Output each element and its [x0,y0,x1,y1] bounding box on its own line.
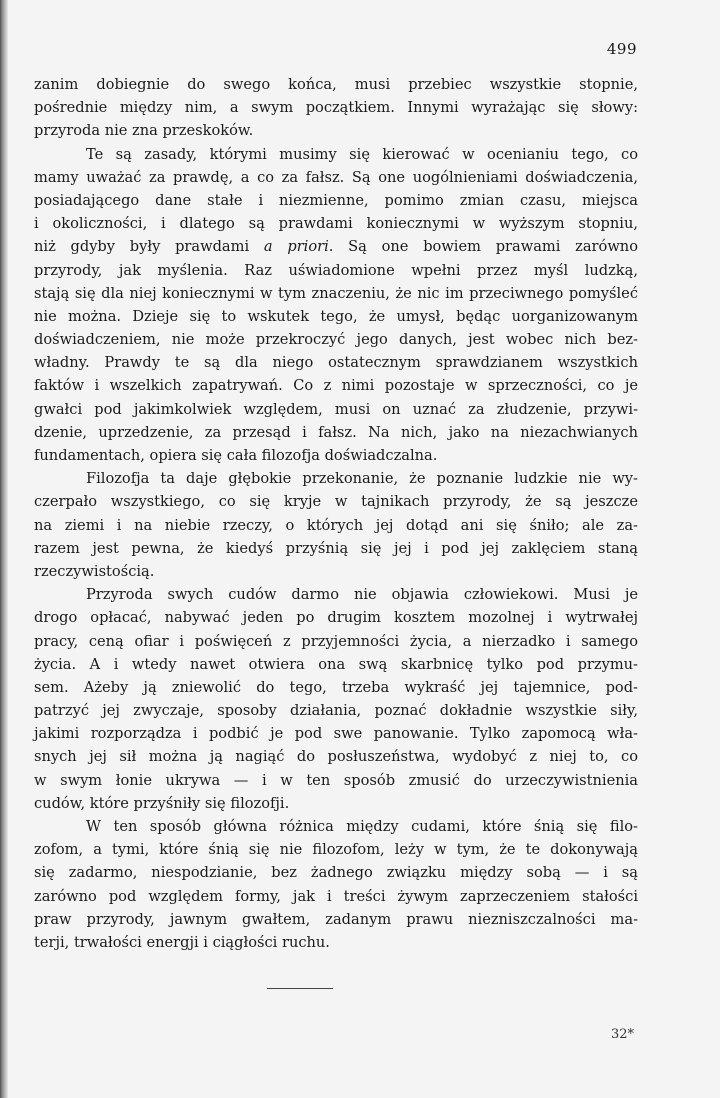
text-line: czerpało wszystkiego, co się kryje w tajnikach przyrody, że są jeszcze [34,493,638,511]
text-line: faktów i wszelkich zapatrywań. Co z nimi pozostaje w sprzeczności, co je [34,377,638,395]
paragraph [34,583,638,815]
footer-rule [267,988,333,989]
paragraph [34,467,638,583]
text-line: i okoliczności, i dlatego są prawdami koniecznymi w wyższym stopniu, [34,215,638,233]
text-line: mamy uważać za prawdę, a co za fałsz. Są one uogólnieniami doświadczenia, [34,168,638,186]
text-line: zarówno pod względem formy, jak i treści żywym zaprzeczeniem stałości [34,887,638,905]
text-line: posiadającego dane stałe i niezmienne, pomimo zmian czasu, miejsca [34,191,638,209]
text-line: się zadarmo, niespodzianie, bez żadnego związku między sobą — i są [34,864,638,882]
text-line: pracy, ceną ofiar i poświęceń z przyjemności życia, a nierzadko i samego [34,632,638,650]
text-line: zanim dobiegnie do swego końca, musi przebiec wszystkie stopnie, [34,76,638,93]
text-line: przyrody, jak myślenia. Raz uświadomione wpełni przez myśl ludzką, [34,261,638,279]
text-line: w swym łonie ukrywa — i w ten sposób zmusić do urzeczywistnienia [34,771,638,789]
text-line: Przyroda swych cudów darmo nie objawia człowiekowi. Musi je [86,586,638,604]
paragraph [34,815,638,954]
text-line: rzeczywistością. [34,562,155,580]
text-line: jakimi rozporządza i podbić je pod swe panowanie. Tylko zapomocą wła- [34,725,638,743]
emphasis: a priori [263,238,329,256]
text-line: niż gdyby były prawdami a priori. Są one bowiem prawami zarówno [34,238,638,256]
text-line: zofom, a tymi, które śnią się nie filozofom, leży w tym, że te dokonywają [34,841,638,859]
text-line: doświadczeniem, nie może przekroczyć jego danych, jest wobec nich bez- [34,331,638,349]
text-line: pośrednie między nim, a swym początkiem. Innymi wyrażając się słowy: [34,99,638,117]
text-line: drogo opłacać, nabywać jeden po drugim kosztem mozolnej i wytrwałej [34,609,638,627]
text-line: praw przyrody, jawnym gwałtem, zadanym prawu niezniszczalności ma- [34,910,638,928]
text-line: przyroda nie zna przeskoków. [34,122,254,140]
text-line: stają się dla niej koniecznymi w tym znaczeniu, że nic im przeciwnego pomyśleć [34,284,638,302]
body-text [34,73,638,954]
page-number: 499 [606,40,637,58]
text-line: nie można. Dzieje się to wskutek tego, że umysł, będąc uorganizowanym [34,307,638,325]
paragraph [34,73,638,143]
text-line: fundamentach, opiera się cała filozofja doświadczalna. [34,447,438,464]
paragraph [34,143,638,468]
text-line: sem. Ażeby ją zniewolić do tego, trzeba wykraść jej tajemnice, pod- [34,678,638,696]
signature-mark: 32* [610,1027,634,1042]
text-line: dzenie, uprzedzenie, za przesąd i fałsz. Na nich, jako na niezachwianych [34,423,638,441]
text-line: życia. A i wtedy nawet otwiera ona swą skarbnicę tylko pod przymu- [34,655,638,673]
text-line: snych jej sił można ją nagiąć do posłuszeństwa, wydobyć z niej to, co [34,748,638,766]
text-line: władny. Prawdy te są dla niego ostatecznym sprawdzianem wszystkich [34,354,638,372]
page-edge-shadow [0,0,8,1098]
text-line: Filozofja ta daje głębokie przekonanie, że poznanie ludzkie nie wy- [86,470,638,488]
text-line: razem jest pewna, że kiedyś przyśnią się jej i pod jej zaklęciem staną [34,539,638,557]
text-line: patrzyć jej zwyczaje, sposoby działania, poznać dokładnie wszystkie siły, [34,702,638,720]
text-line: cudów, które przyśniły się filozofji. [34,794,290,812]
text-line: terji, trwałości energji i ciągłości ruchu. [34,933,330,951]
text-line: W ten sposób główna różnica między cudami, które śnią się filo- [86,818,638,835]
text-line: gwałci pod jakimkolwiek względem, musi on uznać za złudzenie, przywi- [34,400,638,418]
text-line: na ziemi i na niebie rzeczy, o których jej dotąd ani się śniło; ale za- [34,516,638,534]
text-line: Te są zasady, którymi musimy się kierować w ocenianiu tego, co [86,145,638,163]
